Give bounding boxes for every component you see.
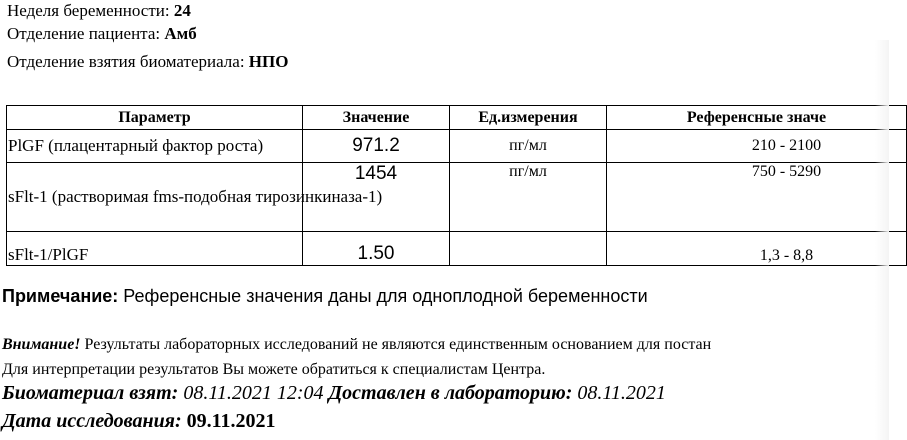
- biomaterial-taken-label: Биоматериал взят:: [2, 382, 179, 404]
- biomaterial-line: [2, 382, 666, 405]
- param-cell: PlGF (плацентарный фактор роста): [7, 130, 303, 163]
- unit-cell: [450, 232, 607, 266]
- biomaterial-taken-value: 08.11.2021 12:04: [183, 382, 324, 404]
- table-header-row: [7, 106, 907, 130]
- param-cell: sFlt-1 (растворимая fms-подобная тирозинкиназа-1): [7, 163, 303, 232]
- sample-dept-value: НПО: [248, 52, 289, 71]
- study-date-value: 09.11.2021: [186, 410, 276, 432]
- table-row: [7, 232, 907, 266]
- note-line: [2, 286, 648, 307]
- patient-dept-line: [7, 24, 197, 44]
- reference-cell: 1,3 - 8,8: [607, 232, 907, 266]
- table-row: [7, 163, 907, 232]
- unit-cell: пг/мл: [450, 130, 607, 163]
- delivered-label: Доставлен в лабораторию:: [328, 382, 573, 404]
- value-cell: 971.2: [303, 130, 450, 163]
- note-text: Референсные значения даны для одноплодной беременности: [123, 286, 648, 306]
- study-date-line: [2, 410, 276, 433]
- warning-label: Внимание!: [2, 336, 81, 353]
- warning-line: [2, 336, 711, 354]
- reference-cell: 750 - 5290: [607, 163, 907, 232]
- column-header-parameter: Параметр: [7, 106, 303, 130]
- table-row: [7, 130, 907, 163]
- pregnancy-week-line: [7, 1, 191, 21]
- study-date-label: Дата исследования:: [2, 410, 182, 432]
- delivered-value: 08.11.2021: [577, 382, 666, 404]
- param-cell: sFlt-1/PlGF: [7, 232, 303, 266]
- results-table: [6, 105, 907, 266]
- pregnancy-week-value: 24: [173, 1, 191, 20]
- column-header-reference: Референсные значе: [607, 106, 907, 130]
- sample-dept-label: Отделение взятия биоматериала:: [7, 52, 245, 71]
- warning-text: Результаты лабораторных исследований не являются единственным основанием для постан: [84, 336, 712, 353]
- reference-cell: 210 - 2100: [607, 130, 907, 163]
- value-cell: 1454: [303, 163, 450, 232]
- patient-dept-label: Отделение пациента:: [7, 24, 161, 43]
- patient-dept-value: Амб: [164, 24, 197, 43]
- column-header-value: Значение: [303, 106, 450, 130]
- page-edge-shadow: [875, 40, 889, 440]
- note-label: Примечание:: [2, 286, 119, 306]
- unit-cell: пг/мл: [450, 163, 607, 232]
- pregnancy-week-label: Неделя беременности:: [7, 1, 170, 20]
- column-header-unit: Ед.измерения: [450, 106, 607, 130]
- interpretation-line: Для интерпретации результатов Вы можете обратиться к специалистам Центра.: [2, 361, 546, 378]
- value-cell: 1.50: [303, 232, 450, 266]
- sample-dept-line: [7, 52, 288, 72]
